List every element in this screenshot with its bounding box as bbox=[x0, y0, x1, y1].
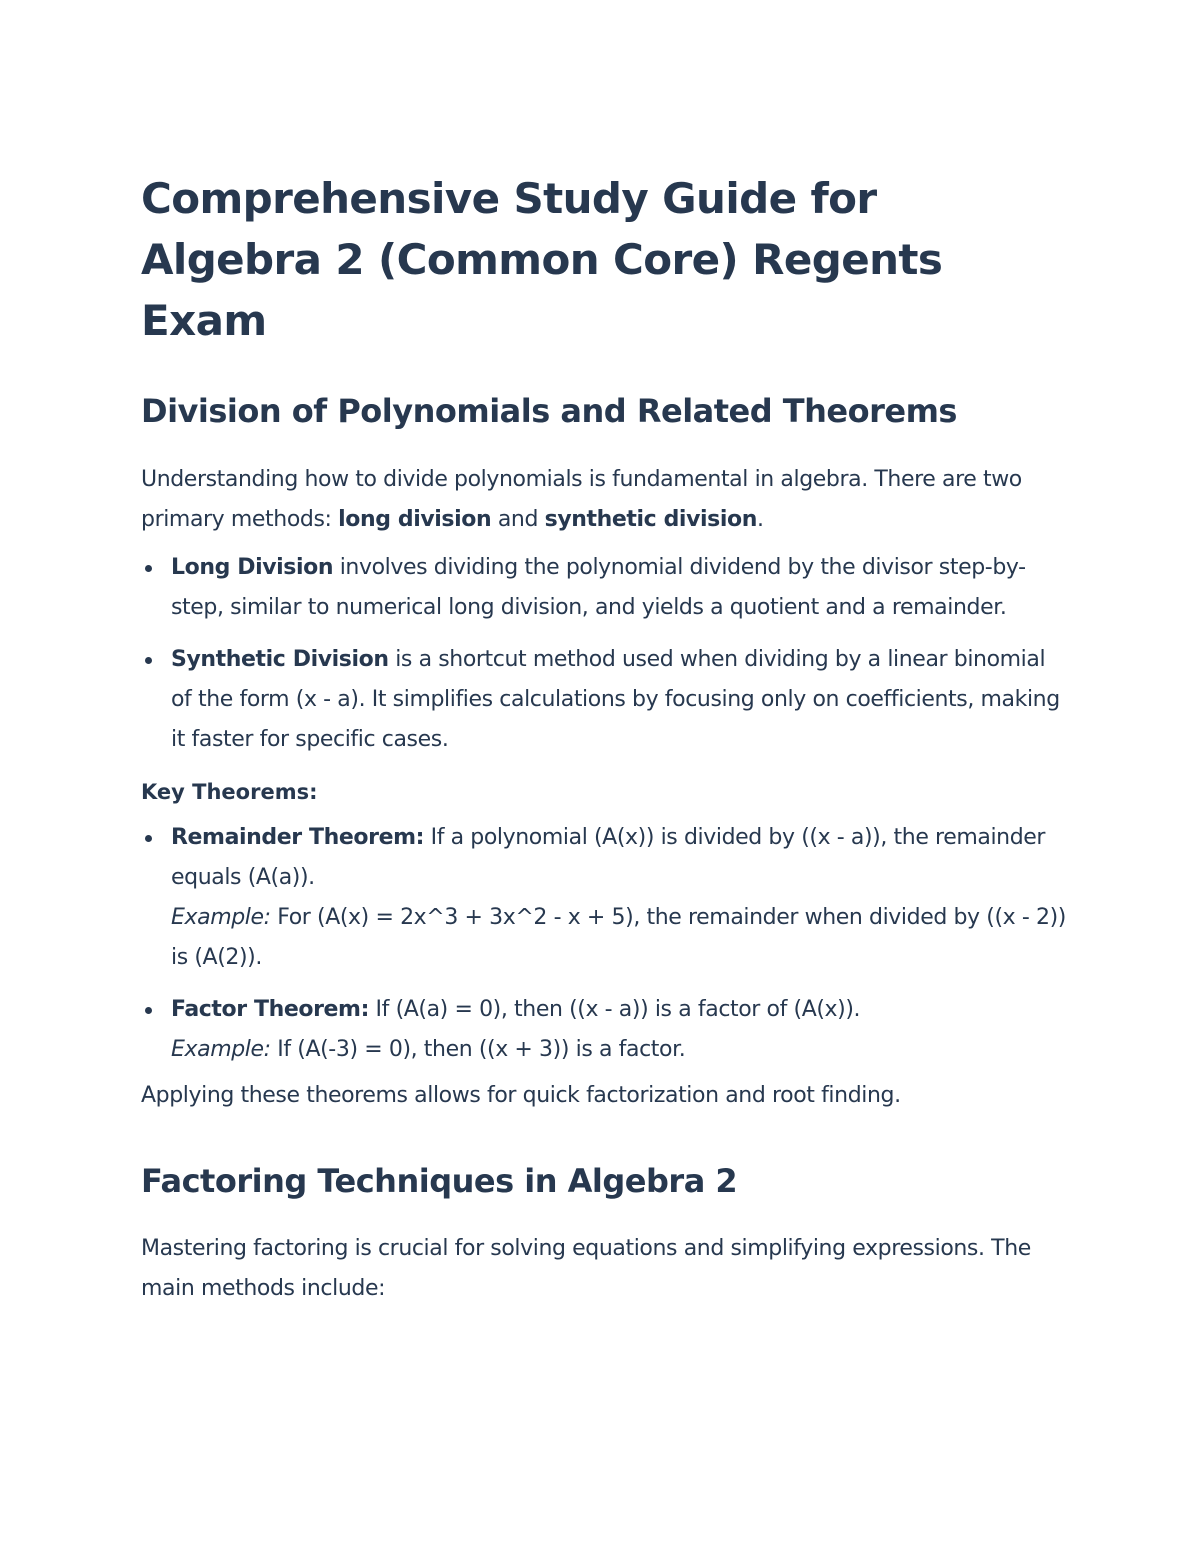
list-item-long-division bbox=[141, 548, 1066, 628]
document-page bbox=[141, 168, 1066, 1309]
term-long-division: Long Division bbox=[171, 555, 334, 580]
example-text-remainder: For (A(x) = 2x^3 + 3x^2 - x + 5), the remainder when divided by ((x - 2)) is (A(2)). bbox=[171, 905, 1066, 970]
theorems-list bbox=[141, 818, 1066, 1070]
section-intro-division bbox=[141, 460, 1066, 540]
factor-theorem-statement bbox=[171, 990, 1066, 1030]
list-item-factor-theorem bbox=[141, 990, 1066, 1070]
intro-text: Understanding how to divide polynomials is fundamental in algebra. There are two primary methods: bbox=[141, 467, 1022, 532]
page-title: Comprehensive Study Guide for Algebra 2 (Common Core) Regents Exam bbox=[141, 174, 943, 345]
section-heading-factoring: Factoring Techniques in Algebra 2 bbox=[141, 1162, 738, 1200]
description-synthetic-division: is a shortcut method used when dividing by a linear binomial of the form (x - a). It simplifies calculations by focusing only on coefficients, making it faster for specific cases. bbox=[171, 647, 1060, 752]
section-intro-factoring: Mastering factoring is crucial for solving equations and simplifying expressions. The main methods include: bbox=[141, 1236, 1031, 1301]
term-synthetic-division: Synthetic Division bbox=[171, 647, 389, 672]
text-remainder-theorem: If a polynomial (A(x)) is divided by ((x - a)), the remainder equals (A(a)). bbox=[171, 825, 1046, 890]
intro-period: . bbox=[756, 507, 764, 532]
methods-list bbox=[141, 548, 1066, 760]
factor-theorem-example bbox=[171, 1030, 1066, 1070]
bullet-icon bbox=[145, 565, 152, 572]
section-heading-division: Division of Polynomials and Related Theorems bbox=[141, 392, 957, 430]
intro-bold-long-division: long division bbox=[338, 507, 492, 532]
text-factor-theorem: If (A(a) = 0), then ((x - a)) is a factor of (A(x)). bbox=[368, 997, 861, 1022]
key-theorems-label: Key Theorems: bbox=[141, 780, 318, 804]
bullet-icon bbox=[145, 657, 152, 664]
remainder-theorem-example bbox=[171, 898, 1066, 978]
bullet-icon bbox=[145, 1007, 152, 1014]
bullet-icon bbox=[145, 835, 152, 842]
intro-bold-synthetic-division: synthetic division bbox=[544, 507, 757, 532]
list-item-synthetic-division bbox=[141, 640, 1066, 760]
remainder-theorem-statement bbox=[171, 818, 1066, 898]
section-closing-division: Applying these theorems allows for quick factorization and root finding. bbox=[141, 1083, 901, 1108]
example-text-factor: If (A(-3) = 0), then ((x + 3)) is a factor. bbox=[270, 1037, 686, 1062]
intro-text-and: and bbox=[491, 507, 545, 532]
example-label: Example: bbox=[171, 1037, 271, 1062]
term-factor-theorem: Factor Theorem: bbox=[171, 997, 369, 1022]
example-label: Example: bbox=[171, 905, 271, 930]
list-item-remainder-theorem bbox=[141, 818, 1066, 978]
term-remainder-theorem: Remainder Theorem: bbox=[171, 825, 425, 850]
description-long-division: involves dividing the polynomial dividend by the divisor step-by-step, similar to numerical long division, and yields a quotient and a remainder. bbox=[171, 555, 1026, 620]
